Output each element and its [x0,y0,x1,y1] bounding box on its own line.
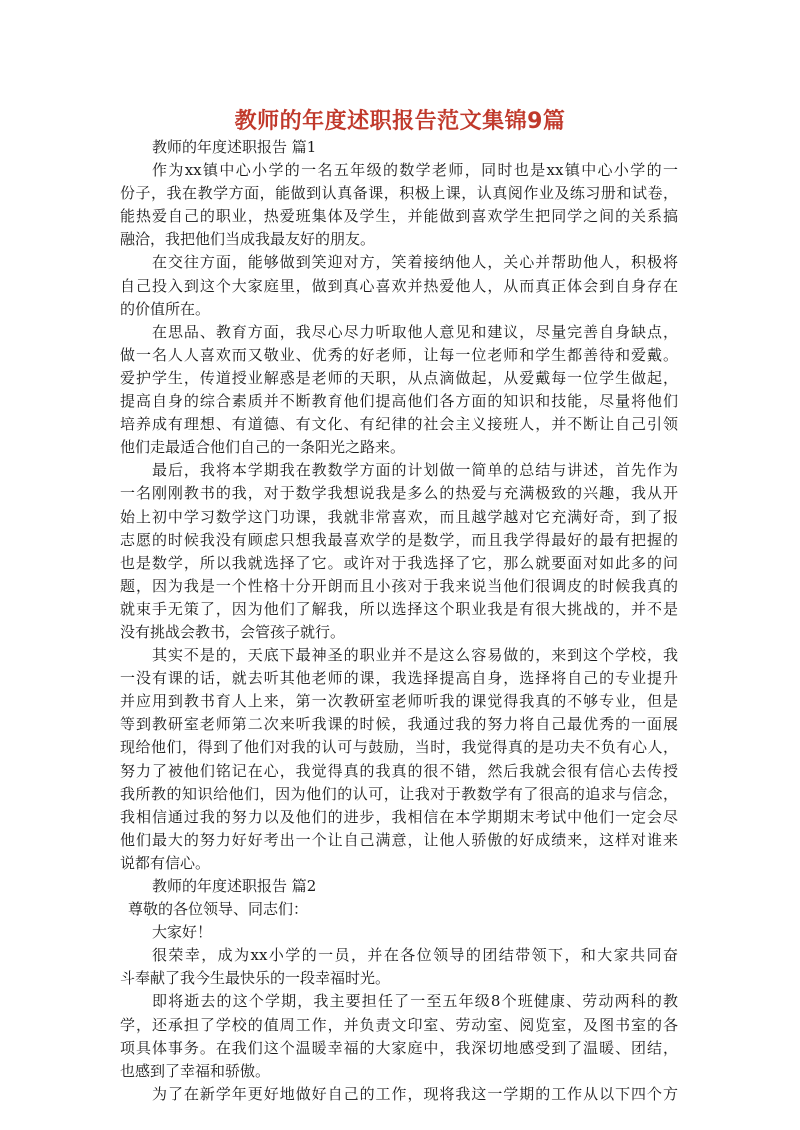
text-line: 题，因为我是一个性格十分开朗而且小孩对于我来说当他们很调皮的时候我真的 [120,576,678,595]
text-line: 为了在新学年更好地做好自己的工作，现将我这一学期的工作从以下四个方 [152,1084,678,1103]
text-line: 培养成有理想、有道德、有文化、有纪律的社会主义接班人，并不断让自己引领 [120,415,678,434]
text-line: 始上初中学习数学这门功课，我就非常喜欢，而且越学越对它充满好奇，到了报 [120,507,678,526]
text-line: 也是数学，所以我就选择了它。或许对于我选择了它，那么就要面对如此多的问 [120,553,678,572]
text-line: 自己投入到这个大家庭里，做到真心喜欢并热爱他人，从而真正体会到自身存在 [120,276,678,295]
text-line: 说都有信心。 [120,853,211,872]
text-line: 一名刚刚教书的我，对于数学我想说我是多么的热爱与充满极致的兴趣，我从开 [120,484,678,503]
text-line: 他们最大的努力好好考出一个让自己满意，让他人骄傲的好成绩来，这样对谁来 [120,830,678,849]
text-line: 最后，我将本学期我在教数学方面的计划做一简单的总结与讲述，首先作为 [152,461,678,480]
text-line: 我相信通过我的努力以及他们的进步，我相信在本学期期末考试中他们一定会尽 [120,807,678,826]
text-line: 大家好！ [152,923,213,942]
text-line: 没有挑战会教书，会管孩子就行。 [120,622,346,641]
text-line: 其实不是的，天底下最神圣的职业并不是这么容易做的，来到这个学校，我 [152,646,678,665]
text-line: 现给他们，得到了他们对我的认可与鼓励，当时，我觉得真的是功夫不负有心人， [120,738,678,757]
text-line: 作为xx镇中心小学的一名五年级的数学老师，同时也是xx镇中心小学的一 [152,161,678,180]
text-line: 我所教的知识给他们，因为他们的认可，让我对于教数学有了很高的追求与信念， [120,784,678,803]
text-line: 即将逝去的这个学期，我主要担任了一至五年级8个班健康、劳动两科的教 [152,992,678,1011]
text-line: 份子，我在教学方面，能做到认真备课，积极上课，认真阅作业及练习册和试卷， [120,184,678,203]
document-title: 教师的年度述职报告范文集锦9篇 [234,109,566,134]
text-line: 很荣幸，成为xx小学的一员，并在各位领导的团结带领下，和大家共同奋 [152,946,678,965]
text-line: 尊敬的各位领导、同志们： [128,900,309,919]
text-line: 项具体事务。在我们这个温暖幸福的大家庭中，我深切地感受到了温暖、团结， [120,1038,678,1057]
text-line: 融洽，我把他们当成我最友好的朋友。 [120,230,376,249]
text-line: 在思品、教育方面，我尽心尽力听取他人意见和建议，尽量完善自身缺点， [152,322,678,341]
text-line: 提高自身的综合素质并不断教育他们提高他们各方面的知识和技能，尽量将他们 [120,392,678,411]
text-line: 一没有课的话，就去听其他老师的课，我选择提高自身，选择将自己的专业提升 [120,669,678,688]
text-line: 能热爱自己的职业，热爱班集体及学生，并能做到喜欢学生把同学之间的关系搞 [120,207,678,226]
text-line: 做一名人人喜欢而又敬业、优秀的好老师，让每一位老师和学生都善待和爱戴。 [120,345,678,364]
text-line: 也感到了幸福和骄傲。 [120,1061,271,1080]
text-line: 爱护学生，传道授业解惑是老师的天职，从点滴做起，从爱戴每一位学生做起， [120,368,678,387]
document-body [120,136,678,1106]
text-line: 学，还承担了学校的值周工作，并负责文印室、劳动室、阅览室，及图书室的各 [120,1015,678,1034]
text-line: 志愿的时候我没有顾虑只想我最喜欢学的是数学，而且我学得最好的最有把握的 [120,530,678,549]
text-line: 并应用到教书育人上来，第一次教研室老师听我的课觉得我真的不够专业，但是 [120,692,678,711]
text-line: 在交往方面，能够做到笑迎对方，笑着接纳他人，关心并帮助他人，积极将 [152,253,678,272]
text-line: 的价值所在。 [120,299,211,318]
text-line: 教师的年度述职报告 篇1 [152,138,317,156]
text-line: 就束手无策了，因为他们了解我，所以选择这个职业我是有很大挑战的，并不是 [120,599,678,618]
text-line: 努力了被他们铭记在心，我觉得真的我真的很不错，然后我就会很有信心去传授 [120,761,678,780]
text-line: 斗奉献了我今生最快乐的一段幸福时光。 [120,969,391,988]
text-line: 他们走最适合他们自己的一条阳光之路来。 [120,438,406,457]
text-line: 教师的年度述职报告 篇2 [152,877,317,895]
text-line: 等到教研室老师第二次来听我课的时候，我通过我的努力将自己最优秀的一面展 [120,715,678,734]
